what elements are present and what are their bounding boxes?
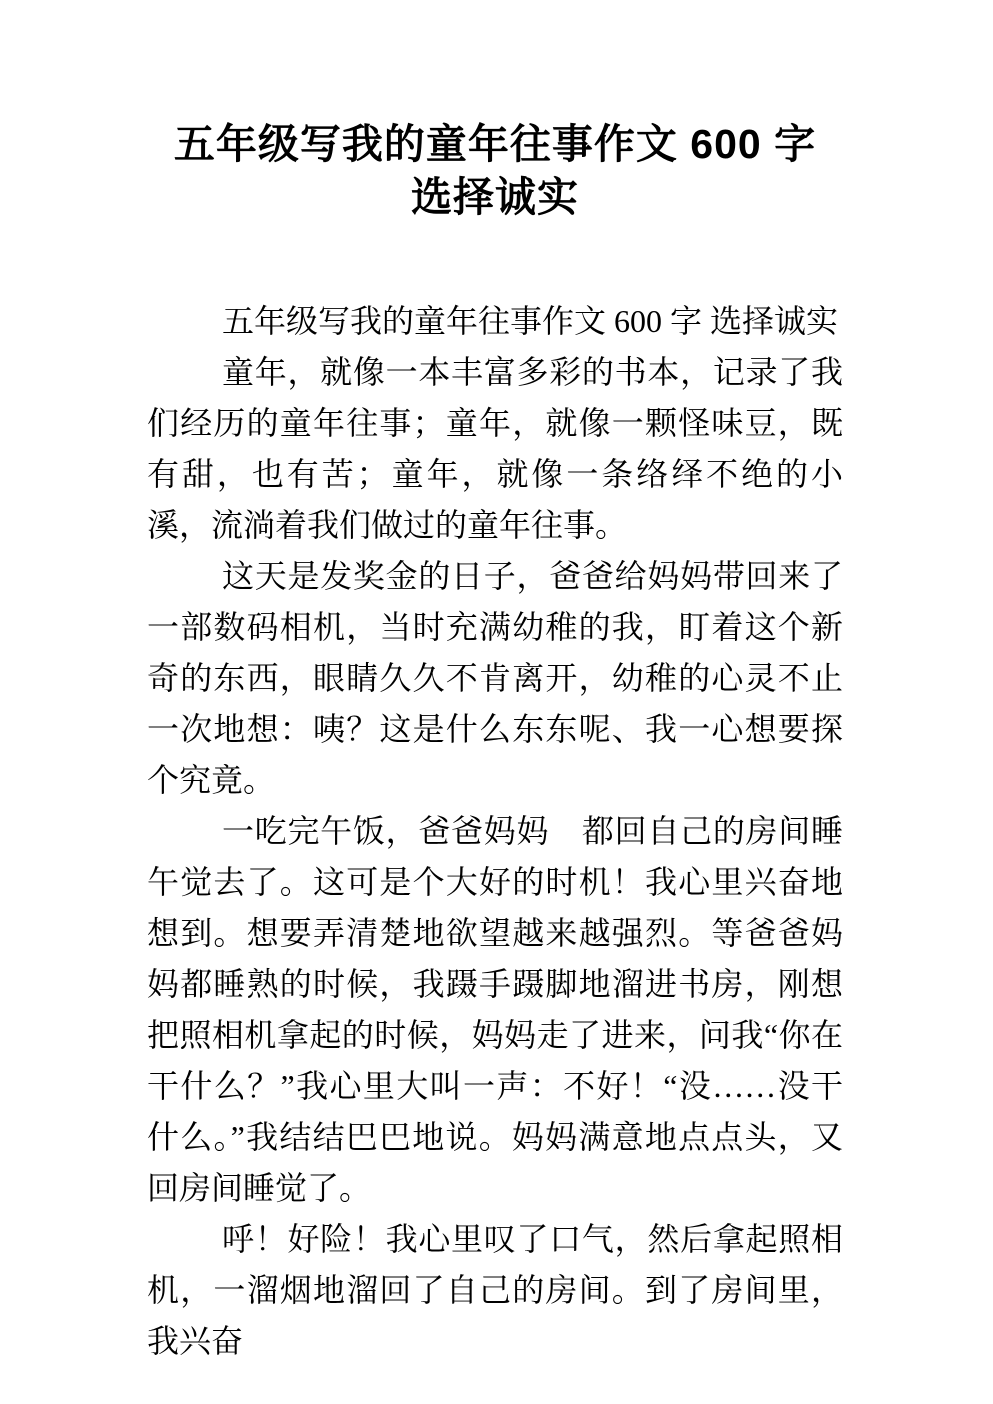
document-body xyxy=(147,296,843,1367)
essay-paragraph: 五年级写我的童年往事作文 600 字 选择诚实 xyxy=(222,303,839,339)
essay-paragraph: 童年，就像一本丰富多彩的书本，记录了我们经历的童年往事；童年，就像一颗怪味豆，既有甜，也有苦；童年，就像一条络绎不绝的小溪，流淌着我们做过的童年往事。 xyxy=(147,354,843,543)
essay-paragraph: 这天是发奖金的日子，爸爸给妈妈带回来了一部数码相机，当时充满幼稚的我，盯着这个新奇的东西，眼睛久久不肯离开，幼稚的心灵不止一次地想：咦？这是什么东东呢、我一心想要探个究竟。 xyxy=(147,558,843,798)
essay-paragraph: 一吃完午饭，爸爸妈妈 都回自己的房间睡午觉去了。这可是个大好的时机！我心里兴奋地想到。想要弄清楚地欲望越来越强烈。等爸爸妈妈都睡熟的时候，我蹑手蹑脚地溜进书房，刚想把照相机拿起的时候，妈妈走了进来，问我“你在干什么？”我心里大叫一声：不好！“没……没干什么。”我结结巴巴地说。妈妈满意地点点头，又回房间睡觉了。 xyxy=(147,813,843,1206)
document-title: 五年级写我的童年往事作文 600 字 选择诚实 xyxy=(173,121,817,220)
essay-paragraph: 呼！好险！我心里叹了口气，然后拿起照相机，一溜烟地溜回了自己的房间。到了房间里，我兴奋 xyxy=(147,1221,843,1359)
